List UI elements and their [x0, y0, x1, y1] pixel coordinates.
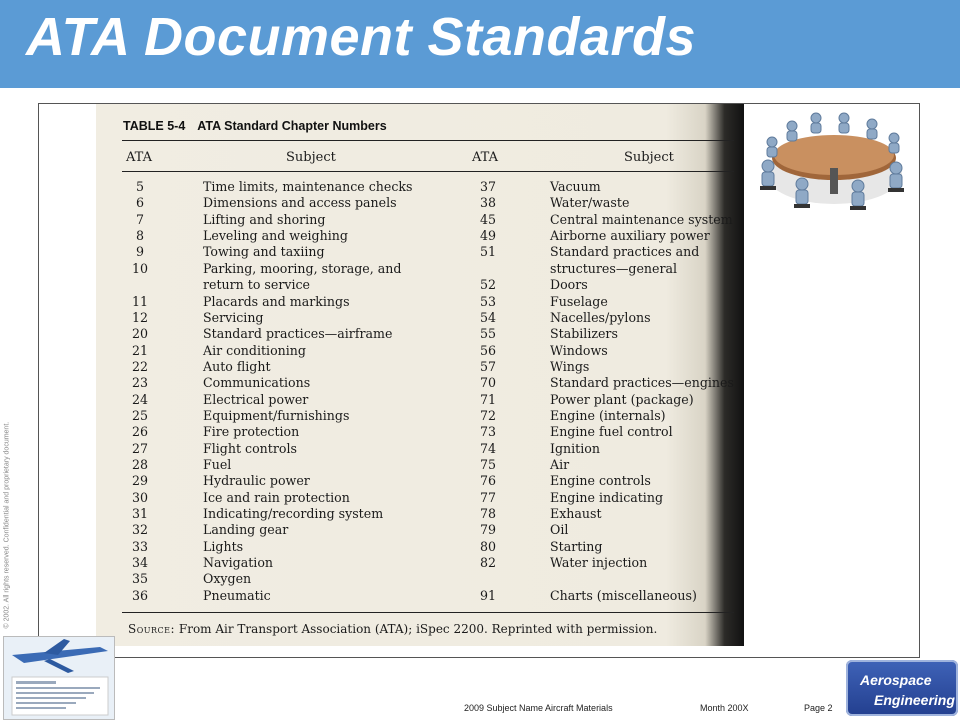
subject-right: Windows [550, 342, 608, 358]
subject-left: Air conditioning [203, 342, 306, 358]
table-row [96, 424, 736, 440]
table-row [96, 408, 736, 424]
ata-number-left: 5 [135, 179, 144, 194]
slide-title: ATA Document Standards [26, 7, 697, 67]
table-row [96, 392, 736, 408]
ata-number-right: 72 [479, 407, 497, 423]
ata-number-right: 55 [479, 326, 497, 342]
table-row [96, 522, 736, 538]
subject-right: Engine indicating [550, 489, 664, 505]
subject-right: Engine (internals) [550, 407, 666, 423]
ata-number-right: 70 [479, 375, 497, 391]
table-row [96, 359, 736, 375]
ata-number-left: 6 [135, 195, 144, 211]
subject-left: Towing and taxiing [203, 244, 325, 260]
table-row [96, 457, 736, 473]
table-row [96, 441, 736, 457]
aerospace-engineering-logo [846, 660, 958, 716]
ata-number-left: 11 [131, 293, 149, 309]
table-row [96, 294, 736, 310]
ata-number-left: 32 [131, 522, 149, 538]
subject-left: Flight controls [203, 440, 297, 456]
ata-number-left: 28 [131, 457, 149, 472]
ata-number-left: 26 [131, 424, 149, 440]
ata-number-left: 27 [131, 440, 149, 456]
subject-right: Stabilizers [550, 326, 618, 342]
ata-number-left: 8 [135, 228, 144, 244]
ata-number-right: 45 [479, 211, 497, 227]
ata-number-left: 25 [131, 407, 149, 423]
ata-number-right: 52 [479, 277, 497, 293]
table-bottom-rule [122, 612, 734, 613]
table-row [96, 195, 736, 211]
ata-number-right: 49 [479, 228, 497, 244]
subject-left: Lifting and shoring [203, 211, 326, 227]
subject-left: Placards and markings [203, 293, 350, 309]
ata-number-right: 38 [479, 195, 497, 211]
subject-left: Oxygen [203, 571, 252, 587]
ata-number-right: 78 [479, 506, 497, 521]
subject-right: Power plant (package) [550, 391, 694, 407]
ata-number-left: 7 [135, 211, 144, 227]
header-subject-left: Subject [286, 150, 336, 165]
footer-subject: 2009 Subject Name Aircraft Materials [464, 703, 613, 713]
subject-right: Ignition [550, 440, 600, 456]
ata-number-left: 31 [131, 506, 149, 521]
subject-left: Time limits, maintenance checks [203, 179, 413, 194]
subject-right: Charts (miscellaneous) [550, 587, 697, 603]
subject-left: Hydraulic power [203, 473, 310, 489]
subject-left: Fuel [203, 457, 232, 472]
subject-right: Exhaust [550, 506, 602, 521]
scanned-table-image [96, 104, 744, 646]
meeting-table-image [754, 108, 914, 220]
ata-number-left: 20 [131, 326, 149, 342]
ata-number-right: 79 [479, 522, 497, 538]
header-ata-right: ATA [472, 150, 499, 165]
table-row [96, 277, 736, 293]
subject-left: Electrical power [203, 391, 309, 407]
subject-right: Water injection [550, 555, 648, 571]
table-row [96, 375, 736, 391]
subject-left: Dimensions and access panels [203, 195, 397, 211]
subject-left: Indicating/recording system [203, 506, 384, 521]
table-caption [123, 119, 387, 133]
ata-number-left: 34 [131, 555, 149, 571]
subject-left: Auto flight [203, 358, 271, 374]
subject-left: Communications [203, 375, 311, 391]
ata-number-right: 37 [479, 179, 497, 194]
subject-left: Lights [203, 538, 244, 554]
title-bar [0, 0, 960, 88]
ata-number-left: 9 [135, 244, 144, 260]
table-row [96, 555, 736, 571]
subject-right: Starting [550, 538, 603, 554]
ata-number-left: 23 [131, 375, 149, 391]
table-row [96, 588, 736, 604]
table-row [96, 179, 736, 195]
subject-left: return to service [203, 277, 311, 293]
ata-number-left: 36 [131, 587, 149, 603]
subject-left: Standard practices—airframe [203, 326, 393, 342]
copyright-notice: © 2002. All rights reserved. Confidential and proprietary document. [3, 421, 11, 629]
subject-left: Fire protection [203, 424, 300, 440]
logo-line-2: Engineering [874, 692, 955, 708]
subject-right: Fuselage [550, 293, 608, 309]
table-number: TABLE 5-4 [123, 119, 186, 133]
source-label: Source: [128, 622, 176, 636]
ata-number-right: 54 [479, 309, 497, 325]
subject-right: Water/waste [550, 195, 630, 211]
footer-date: Month 200X [700, 703, 749, 713]
airplane-thumbnail-image [3, 636, 115, 720]
ata-number-right: 51 [479, 244, 497, 260]
ata-number-right: 77 [479, 489, 497, 505]
table-row [96, 506, 736, 522]
table-row [96, 261, 736, 277]
table-row [96, 244, 736, 260]
ata-number-right: 82 [479, 555, 497, 571]
ata-number-left: 24 [131, 391, 149, 407]
ata-number-right: 53 [479, 293, 497, 309]
subject-right: Airborne auxiliary power [550, 228, 710, 244]
ata-number-left: 29 [131, 473, 149, 489]
ata-number-right: 74 [479, 440, 497, 456]
table-title: ATA Standard Chapter Numbers [197, 119, 387, 133]
source-text: From Air Transport Association (ATA); iSpec 2200. Reprinted with permission. [178, 622, 658, 636]
table-row [96, 212, 736, 228]
footer-page-number: Page 2 [804, 703, 833, 713]
ata-number-left: 30 [131, 489, 149, 505]
subject-right: Oil [550, 522, 569, 538]
subject-left: Servicing [203, 309, 264, 325]
subject-right: Standard practices and [550, 244, 700, 260]
subject-right: Wings [550, 358, 590, 374]
table-row [96, 228, 736, 244]
table-row [96, 473, 736, 489]
logo-line-1: Aerospace [860, 672, 932, 688]
header-rule [122, 171, 734, 172]
subject-left: Pneumatic [203, 587, 271, 603]
subject-left: Parking, mooring, storage, and [203, 260, 402, 276]
subject-left: Navigation [203, 555, 274, 571]
ata-number-right: 80 [479, 538, 497, 554]
ata-number-right: 76 [479, 473, 497, 489]
header-subject-right: Subject [624, 150, 674, 165]
subject-right: Air [550, 457, 570, 472]
ata-number-left: 10 [131, 260, 149, 276]
ata-number-left: 35 [131, 571, 149, 587]
ata-number-left: 33 [131, 538, 149, 554]
subject-left: Leveling and weighing [203, 228, 348, 244]
subject-right: Central maintenance system [550, 211, 733, 227]
table-row [96, 310, 736, 326]
subject-right: Standard practices—engines [550, 375, 734, 391]
subject-right: Nacelles/pylons [550, 309, 651, 325]
table-top-rule [122, 140, 734, 141]
header-ata-left: ATA [126, 150, 153, 165]
ata-number-right: 71 [479, 391, 497, 407]
ata-number-right: 75 [479, 457, 497, 472]
table-row [96, 326, 736, 342]
subject-right: Doors [550, 277, 588, 293]
subject-left: Ice and rain protection [203, 489, 350, 505]
subject-left: Landing gear [203, 522, 289, 538]
table-row [96, 490, 736, 506]
subject-left: Equipment/furnishings [203, 407, 350, 423]
subject-right: structures—general [550, 260, 678, 276]
table-row [96, 571, 736, 587]
subject-right: Engine fuel control [550, 424, 673, 440]
subject-right: Engine controls [550, 473, 651, 489]
table-row [96, 343, 736, 359]
table-row [96, 539, 736, 555]
table-source [128, 622, 657, 636]
ata-number-left: 12 [131, 309, 149, 325]
ata-number-right: 56 [479, 342, 497, 358]
ata-number-right: 57 [479, 358, 497, 374]
ata-number-left: 22 [131, 358, 149, 374]
ata-number-right: 73 [479, 424, 497, 440]
ata-number-left: 21 [131, 342, 149, 358]
ata-number-right: 91 [479, 587, 497, 603]
subject-right: Vacuum [550, 179, 601, 194]
